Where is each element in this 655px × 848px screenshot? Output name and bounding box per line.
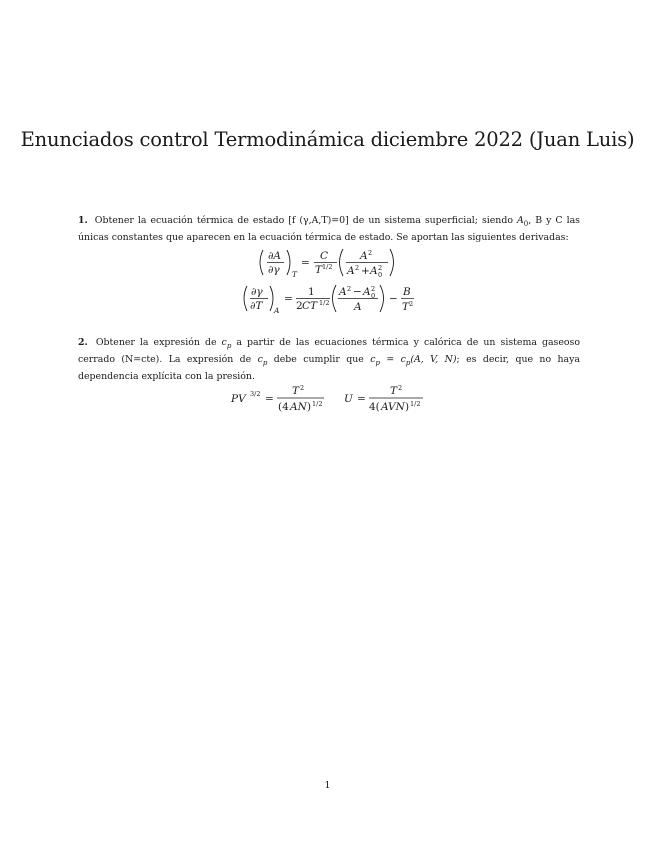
- svg-text:0: 0: [371, 292, 376, 300]
- equation-dgamma-dT: [0, 282, 655, 320]
- svg-text:A: A: [347, 265, 355, 277]
- svg-text:CT: CT: [302, 300, 318, 312]
- svg-text:2: 2: [368, 249, 373, 257]
- svg-text:−: −: [353, 286, 362, 298]
- problem-2-number: 2.: [78, 337, 88, 348]
- problem-2-text-d: ; es decir, que no haya dependencia explícita con la presión.: [78, 354, 580, 383]
- cp-subscript-2: p: [262, 358, 268, 367]
- svg-text:1/2: 1/2: [322, 263, 333, 271]
- cp-subscript-3: p: [375, 358, 380, 367]
- svg-text:−: −: [389, 293, 398, 305]
- svg-text:1/2: 1/2: [319, 299, 330, 307]
- svg-text:A: A: [339, 286, 347, 298]
- svg-text:2: 2: [409, 300, 414, 308]
- svg-text:=: =: [284, 293, 293, 305]
- svg-text:C: C: [320, 250, 329, 262]
- svg-text:T: T: [292, 385, 300, 397]
- svg-text:1/2: 1/2: [410, 400, 421, 408]
- cp-symbol-3: c: [370, 354, 376, 366]
- svg-text:B: B: [403, 286, 411, 298]
- problem-2-text-b: a partir de las ecuaciones térmica y calórica de un sistema gaseoso cerrado (N=cte). La expresión de: [78, 337, 581, 366]
- svg-text:2: 2: [347, 285, 352, 293]
- a0-subscript: 0: [523, 219, 529, 228]
- svg-text:A: A: [274, 306, 280, 315]
- svg-text:∂γ: ∂γ: [251, 286, 263, 298]
- svg-text:2: 2: [398, 384, 403, 392]
- svg-text:∂T: ∂T: [250, 300, 263, 312]
- problem-1-text-b: , B y C las únicas constantes que aparecen en la ecuación térmica de estado. Se aportan las siguientes derivadas:: [78, 215, 580, 244]
- a0-symbol: A: [517, 215, 524, 226]
- svg-text:2: 2: [300, 384, 305, 392]
- cp-symbol: c: [221, 337, 227, 348]
- svg-text:+: +: [361, 265, 370, 277]
- cp-subscript-4: p: [405, 358, 411, 367]
- svg-text:∂γ: ∂γ: [268, 264, 280, 276]
- svg-text:2: 2: [296, 300, 303, 312]
- svg-text:1/2: 1/2: [312, 400, 323, 408]
- svg-text:AN: AN: [290, 401, 307, 413]
- problem-2-text-c: debe cumplir que: [267, 354, 371, 366]
- svg-text:1: 1: [308, 286, 315, 298]
- svg-text:∂A: ∂A: [268, 250, 282, 262]
- cp-symbol-4: c: [400, 354, 406, 366]
- svg-text:0: 0: [378, 271, 383, 279]
- svg-text:2: 2: [371, 285, 376, 293]
- svg-text:U: U: [344, 393, 353, 405]
- svg-text:2: 2: [355, 264, 360, 272]
- svg-text:=: =: [357, 393, 366, 405]
- problem-1-text-a: Obtener la ecuación térmica de estado [f (γ,A,T)=0] de un sistema superficial; siendo: [90, 215, 517, 226]
- svg-text:T: T: [402, 301, 410, 313]
- equation-dA-dgamma: [0, 246, 655, 284]
- svg-text:A: A: [354, 301, 362, 313]
- cp-subscript: p: [226, 341, 232, 350]
- page-number: 1: [324, 780, 331, 791]
- svg-text:T: T: [292, 270, 298, 279]
- svg-text:=: =: [265, 393, 274, 405]
- svg-text:T: T: [315, 264, 323, 276]
- svg-text:T: T: [390, 385, 398, 397]
- svg-text:AVN: AVN: [381, 401, 405, 413]
- svg-text:): ): [405, 401, 410, 413]
- svg-text:(4: (4: [278, 401, 289, 413]
- svg-text:A: A: [363, 286, 371, 298]
- svg-text:A: A: [360, 250, 368, 262]
- svg-text:4(: 4(: [369, 401, 380, 413]
- cp-arguments: (A, V, N): [410, 354, 457, 366]
- problem-2-statement: 2. Obtener la expresión de $c_p$ a partir de las ecuaciones térmica y calórica de un sistema gaseoso cerrado (N=cte). La expresión de $c_p$ debe cumplir que $c_p = c_p(A$, V, N); es decir, que no haya dependencia explícita con la presión.: [78, 337, 581, 383]
- cp-symbol-2: c: [257, 354, 263, 366]
- svg-text:): ): [307, 401, 312, 413]
- problem-1-statement: [78, 214, 580, 244]
- svg-text:3/2: 3/2: [250, 390, 261, 398]
- problem-1-number: 1.: [78, 215, 88, 226]
- svg-text:A: A: [370, 265, 378, 277]
- equation-state-and-energy: [0, 380, 655, 420]
- svg-text:2: 2: [378, 264, 383, 272]
- svg-text:PV: PV: [231, 393, 246, 405]
- svg-text:=: =: [301, 257, 310, 269]
- page-title: Enunciados control Termodinámica diciembre 2022 (Juan Luis): [20, 128, 635, 151]
- problem-2-text-a: Obtener la expresión de: [90, 337, 222, 348]
